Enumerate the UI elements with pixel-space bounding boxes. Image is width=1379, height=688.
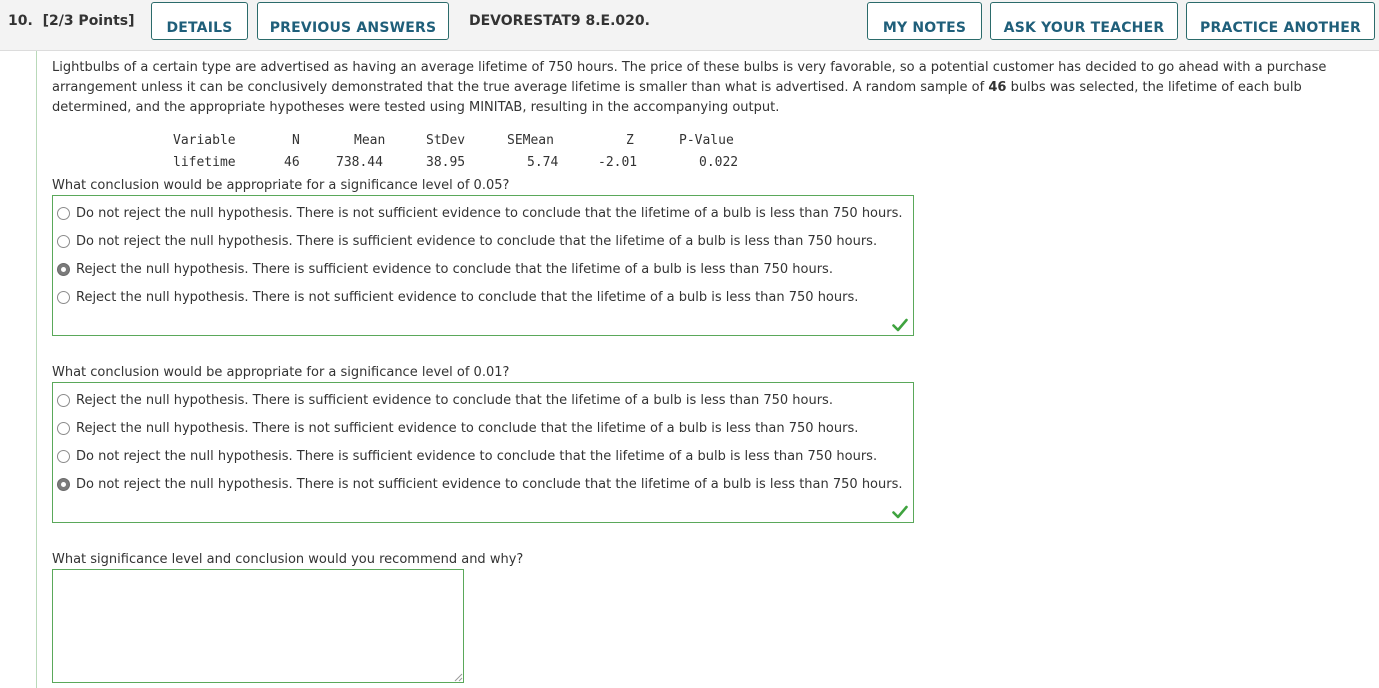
question1-answer-box bbox=[52, 195, 914, 336]
sample-size: 46 bbox=[988, 80, 1007, 95]
output-cell-semean: 5.74 bbox=[527, 155, 559, 170]
question1-option-3[interactable] bbox=[57, 259, 833, 279]
output-header-semean: SEMean bbox=[507, 133, 554, 148]
problem-statement: Lightbulbs of a certain type are advertised as having an average lifetime of 750 hours. The price of these bulbs is very favorable, so a potential customer has decided to go ahead with a purchase arrangement unless it can be conclusively demonstrated that the true average lifetime is smaller than what is advertised. A random sample of 46 bulbs was selected, the lifetime of each bulb determined, and the appropriate hypotheses were tested using MINITAB, resulting in the accompanying output. bbox=[52, 60, 1327, 115]
question1-prompt: What conclusion would be appropriate for a significance level of 0.05? bbox=[52, 178, 510, 193]
previous-answers-button[interactable]: PREVIOUS ANSWERS bbox=[257, 2, 449, 40]
radio-button-selected[interactable] bbox=[57, 263, 70, 276]
option-label: Do not reject the null hypothesis. There is not sufficient evidence to conclude that the lifetime of a bulb is less than 750 hours. bbox=[76, 476, 903, 492]
output-cell-z: -2.01 bbox=[598, 155, 638, 170]
resize-grip-icon[interactable] bbox=[453, 672, 463, 682]
question2-option-1[interactable] bbox=[57, 390, 833, 410]
question-left-rule bbox=[36, 51, 37, 688]
radio-button[interactable] bbox=[57, 235, 70, 248]
output-header-stdev: StDev bbox=[426, 133, 466, 148]
radio-button[interactable] bbox=[57, 422, 70, 435]
question2-prompt: What conclusion would be appropriate for a significance level of 0.01? bbox=[52, 365, 510, 380]
radio-button[interactable] bbox=[57, 450, 70, 463]
radio-button-selected[interactable] bbox=[57, 478, 70, 491]
option-label: Reject the null hypothesis. There is sufficient evidence to conclude that the lifetime of a bulb is less than 750 hours. bbox=[76, 392, 833, 408]
output-header-pvalue: P-Value bbox=[679, 133, 734, 148]
question1-option-4[interactable] bbox=[57, 287, 858, 307]
output-cell-mean: 738.44 bbox=[336, 155, 383, 170]
question2-option-2[interactable] bbox=[57, 418, 858, 438]
option-label: Do not reject the null hypothesis. There is sufficient evidence to conclude that the lifetime of a bulb is less than 750 hours. bbox=[76, 448, 878, 464]
details-button[interactable]: DETAILS bbox=[151, 2, 248, 40]
output-header-n: N bbox=[292, 133, 300, 148]
question-header bbox=[0, 0, 1379, 51]
output-cell-pvalue: 0.022 bbox=[699, 155, 739, 170]
question2-option-4[interactable] bbox=[57, 474, 903, 494]
output-cell-n: 46 bbox=[284, 155, 300, 170]
question1-option-2[interactable] bbox=[57, 231, 877, 251]
output-header-z: Z bbox=[626, 133, 634, 148]
checkmark-icon bbox=[892, 318, 908, 332]
question1-option-1[interactable] bbox=[57, 203, 903, 223]
output-header-variable: Variable bbox=[173, 133, 236, 148]
question-number: 10. [2/3 Points] bbox=[8, 13, 135, 29]
radio-button[interactable] bbox=[57, 394, 70, 407]
option-label: Reject the null hypothesis. There is sufficient evidence to conclude that the lifetime of a bulb is less than 750 hours. bbox=[76, 261, 833, 277]
question-id: DEVORESTAT9 8.E.020. bbox=[469, 13, 650, 29]
radio-button[interactable] bbox=[57, 291, 70, 304]
output-cell-variable: lifetime bbox=[173, 155, 236, 170]
question2-option-3[interactable] bbox=[57, 446, 877, 466]
output-cell-stdev: 38.95 bbox=[426, 155, 466, 170]
points-score: [2/3 Points] bbox=[42, 13, 135, 29]
option-label: Reject the null hypothesis. There is not sufficient evidence to conclude that the lifetime of a bulb is less than 750 hours. bbox=[76, 420, 859, 436]
question2-answer-box bbox=[52, 382, 914, 523]
checkmark-icon bbox=[892, 505, 908, 519]
question3-prompt: What significance level and conclusion would you recommend and why? bbox=[52, 552, 524, 567]
option-label: Reject the null hypothesis. There is not sufficient evidence to conclude that the lifetime of a bulb is less than 750 hours. bbox=[76, 289, 859, 305]
output-header-mean: Mean bbox=[354, 133, 386, 148]
option-label: Do not reject the null hypothesis. There is not sufficient evidence to conclude that the lifetime of a bulb is less than 750 hours. bbox=[76, 205, 903, 221]
radio-button[interactable] bbox=[57, 207, 70, 220]
my-notes-button[interactable]: MY NOTES bbox=[867, 2, 982, 40]
response-textarea[interactable] bbox=[52, 569, 464, 683]
ask-teacher-button[interactable]: ASK YOUR TEACHER bbox=[990, 2, 1178, 40]
option-label: Do not reject the null hypothesis. There is sufficient evidence to conclude that the lifetime of a bulb is less than 750 hours. bbox=[76, 233, 878, 249]
practice-another-button[interactable]: PRACTICE ANOTHER bbox=[1186, 2, 1375, 40]
